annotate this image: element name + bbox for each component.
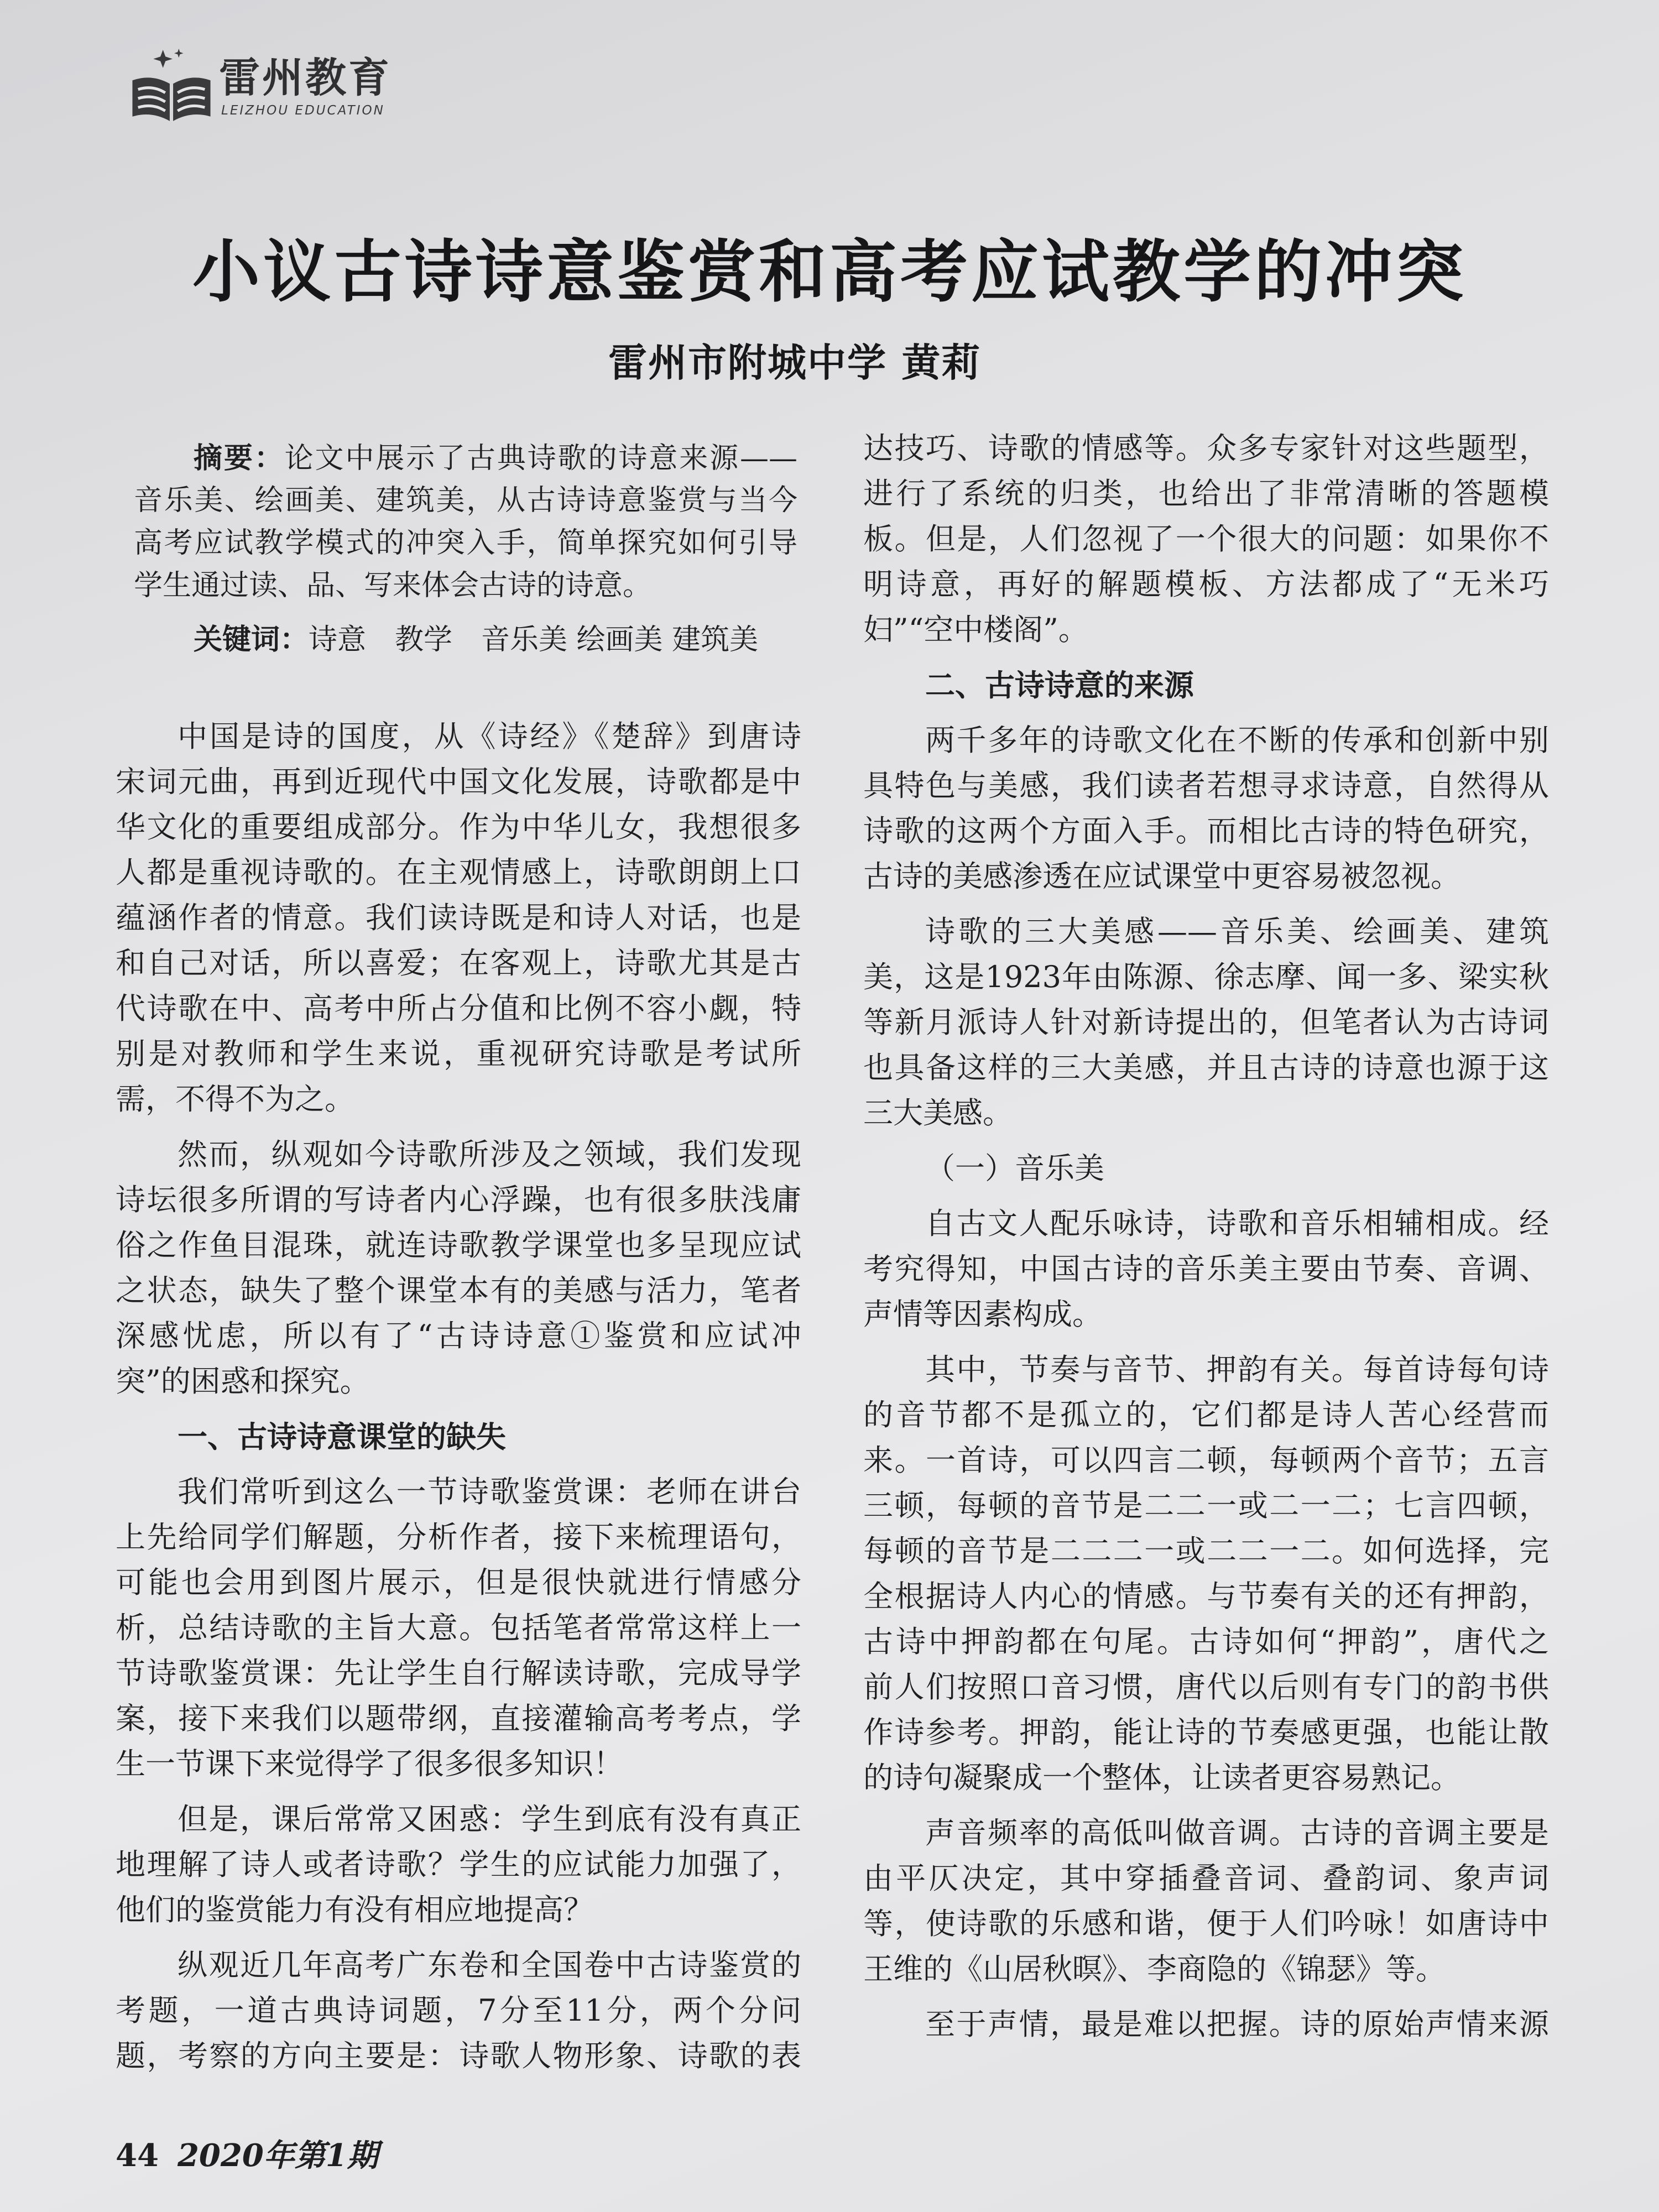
text-line: 需，不得不为之。 <box>116 1082 354 1117</box>
logo-star-icon <box>153 50 173 68</box>
abstract <box>134 437 797 607</box>
page-number: 44 <box>116 2137 159 2174</box>
text-line: 然而，纵观如今诗歌所涉及之领域，我们发现 <box>178 1137 801 1172</box>
text-line: 自古文人配乐咏诗，诗歌和音乐相辅相成。经 <box>925 1206 1549 1241</box>
body-paragraph <box>863 426 1549 653</box>
text-line: 诗歌的三大美感——音乐美、绘画美、建筑 <box>925 914 1549 949</box>
text-line: 一、古诗诗意课堂的缺失 <box>178 1419 506 1454</box>
body-paragraph <box>863 718 1549 899</box>
brand-name: 雷州教育 <box>219 54 392 102</box>
text-line: 题，考察的方向主要是：诗歌人物形象、诗歌的表 <box>116 2038 801 2073</box>
text-line: 古诗的美感渗透在应试课堂中更容易被忽视。 <box>863 859 1460 894</box>
subsection-heading <box>863 1146 1549 1191</box>
text-line: 明诗意，再好的解题模板、方法都成了“无米巧 <box>863 567 1549 602</box>
text-line: 纵观近几年高考广东卷和全国卷中古诗鉴赏的 <box>178 1948 801 1983</box>
abstract-line <box>134 437 797 479</box>
text-line: 进行了系统的归类，也给出了非常清晰的答题模 <box>863 476 1549 511</box>
text-line: 等新月派诗人针对新诗提出的，但笔者认为古诗词 <box>863 1005 1549 1040</box>
issue-label: 2020年第1期 <box>177 2137 378 2174</box>
text-line: 板。但是，人们忽视了一个很大的问题：如果你不 <box>863 521 1549 556</box>
text-line: 可能也会用到图片展示，但是很快就进行情感分 <box>116 1565 801 1600</box>
text-line: 来。一首诗，可以四言二顿，每顿两个音节；五言 <box>863 1443 1549 1478</box>
text-line: 中国是诗的国度，从《诗经》《楚辞》到唐诗 <box>178 719 801 754</box>
text-line: 生一节课下来觉得学了很多很多知识！ <box>116 1746 623 1781</box>
body-paragraph <box>863 2002 1549 2047</box>
body-paragraph <box>116 1797 801 1933</box>
text-line: 作诗参考。押韵，能让诗的节奏感更强，也能让散 <box>863 1715 1549 1750</box>
text-line: 等，使诗歌的乐感和谐，便于人们吟咏！如唐诗中 <box>863 1906 1549 1941</box>
abstract-line: 学生通过读、品、写来体会古诗的诗意。 <box>134 569 652 602</box>
text-line: 也具备这样的三大美感，并且古诗的诗意也源于这 <box>863 1050 1549 1085</box>
text-line: 考究得知，中国古诗的音乐美主要由节奏、音调、 <box>863 1251 1549 1286</box>
text-line: 他们的鉴赏能力有没有相应地提高？ <box>116 1892 593 1927</box>
logo-book-icon <box>128 48 215 124</box>
text-line: 的诗句凝聚成一个整体，让读者更容易熟记。 <box>863 1760 1460 1795</box>
section-heading <box>863 662 1549 708</box>
article-author: 雷州市附城中学 黄莉 <box>608 340 982 385</box>
text-line: （一）音乐美 <box>925 1151 1104 1186</box>
text-line: 由平仄决定，其中穿插叠音词、叠韵词、象声词 <box>863 1861 1549 1896</box>
text-line: 代诗歌在中、高考中所占分值和比例不容小觑，特 <box>116 991 801 1026</box>
text-line: 三顿，每顿的音节是二二一或二一二；七言四顿， <box>863 1488 1549 1523</box>
abstract-line: 高考应试教学模式的冲突入手，简单探究如何引导 <box>134 526 797 560</box>
text-line: 诗坛很多所谓的写诗者内心浮躁，也有很多肤浅庸 <box>116 1182 801 1217</box>
keywords-value: 诗意 教学 音乐美 绘画美 建筑美 <box>309 623 759 656</box>
text-line: 妇”“空中楼阁”。 <box>863 612 1088 647</box>
article-title: 小议古诗诗意鉴赏和高考应试教学的冲突 <box>192 233 1467 311</box>
body-paragraph <box>863 1201 1549 1337</box>
text-line: 地理解了诗人或者诗歌？学生的应试能力加强了， <box>116 1847 801 1882</box>
text-line: 三大美感。 <box>863 1095 1013 1130</box>
page-footer <box>116 2136 378 2176</box>
text-line: 宋词元曲，再到近现代中国文化发展，诗歌都是中 <box>116 764 801 799</box>
text-line: 人都是重视诗歌的。在主观情感上，诗歌朗朗上口 <box>116 855 801 890</box>
text-line: 全根据诗人内心的情感。与节奏有关的还有押韵， <box>863 1579 1549 1614</box>
body-paragraph <box>863 909 1549 1136</box>
abstract-line: 音乐美、绘画美、建筑美，从古诗诗意鉴赏与当今 <box>134 484 797 517</box>
body-paragraph <box>116 1469 801 1787</box>
text-line: 和自己对话，所以喜爱；在客观上，诗歌尤其是古 <box>116 946 801 980</box>
text-line: 声情等因素构成。 <box>863 1297 1102 1332</box>
text-line: 节诗歌鉴赏课：先让学生自行解读诗歌，完成导学 <box>116 1656 801 1691</box>
text-line: 诗歌的这两个方面入手。而相比古诗的特色研究， <box>863 813 1549 848</box>
keywords <box>194 618 802 661</box>
body-paragraph <box>863 1347 1549 1801</box>
body-paragraph <box>863 1811 1549 1992</box>
text-line: 我们常听到这么一节诗歌鉴赏课：老师在讲台 <box>178 1474 801 1509</box>
text-line: 蕴涵作者的情意。我们读诗既是和诗人对话，也是 <box>116 900 801 935</box>
text-line: 其中，节奏与音节、押韵有关。每首诗每句诗 <box>925 1352 1549 1387</box>
text-line: 华文化的重要组成部分。作为中华儿女，我想很多 <box>116 810 801 844</box>
text-line: 析，总结诗歌的主旨大意。包括笔者常常这样上一 <box>116 1610 801 1645</box>
text-line: 王维的《山居秋暝》、李商隐的《锦瑟》等。 <box>863 1952 1446 1986</box>
left-column <box>116 714 801 2091</box>
text-line: 达技巧、诗歌的情感等。众多专家针对这些题型， <box>863 431 1549 466</box>
text-line: 深感忧虑，所以有了“古诗诗意①鉴赏和应试冲 <box>116 1318 801 1353</box>
body-paragraph <box>116 714 801 1122</box>
text-line: 的音节都不是孤立的，它们都是诗人苦心经营而 <box>863 1397 1549 1432</box>
text-line: 突”的困惑和探究。 <box>116 1364 370 1399</box>
body-paragraph <box>116 1132 801 1404</box>
text-line: 俗之作鱼目混珠，就连诗歌教学课堂也多呈现应试 <box>116 1228 801 1262</box>
text-line: 美，这是1923年由陈源、徐志摩、闻一多、梁实秋 <box>863 959 1549 994</box>
text-line: 之状态，缺失了整个课堂本有的美感与活力，笔者 <box>116 1273 801 1308</box>
text-line: 前人们按照口音习惯，唐代以后则有专门的韵书供 <box>863 1670 1549 1704</box>
logo-star-small-icon <box>174 49 183 58</box>
abstract-text: 论文中展示了古典诗歌的诗意来源—— <box>284 442 797 475</box>
text-line: 案，接下来我们以题带纲，直接灌输高考考点，学 <box>116 1701 801 1736</box>
text-line: 声音频率的高低叫做音调。古诗的音调主要是 <box>925 1815 1549 1850</box>
text-line: 别是对教师和学生来说，重视研究诗歌是考试所 <box>116 1036 801 1071</box>
text-line: 上先给同学们解题，分析作者，接下来梳理语句， <box>116 1520 801 1554</box>
text-line: 两千多年的诗歌文化在不断的传承和创新中别 <box>925 723 1549 758</box>
right-column <box>863 426 1549 2057</box>
abstract-label: 摘要： <box>194 441 285 475</box>
text-line: 具特色与美感，我们读者若想寻求诗意，自然得从 <box>863 768 1549 803</box>
keywords-label: 关键词： <box>194 623 309 656</box>
text-line: 至于声情，最是难以把握。诗的原始声情来源 <box>925 2007 1549 2042</box>
text-line: 但是，课后常常又困惑：学生到底有没有真正 <box>178 1802 801 1837</box>
text-line: 古诗中押韵都在句尾。古诗如何“押韵”，唐代之 <box>863 1624 1549 1659</box>
brand-subtitle: LEIZHOU EDUCATION <box>221 103 385 118</box>
text-line: 二、古诗诗意的来源 <box>925 667 1194 703</box>
body-paragraph <box>116 1943 801 2079</box>
text-line: 每顿的音节是二二二一或二二一二。如何选择，完 <box>863 1533 1549 1568</box>
section-heading <box>116 1414 801 1459</box>
text-line: 考题，一道古典诗词题，7分至11分，两个分问 <box>116 1993 801 2028</box>
